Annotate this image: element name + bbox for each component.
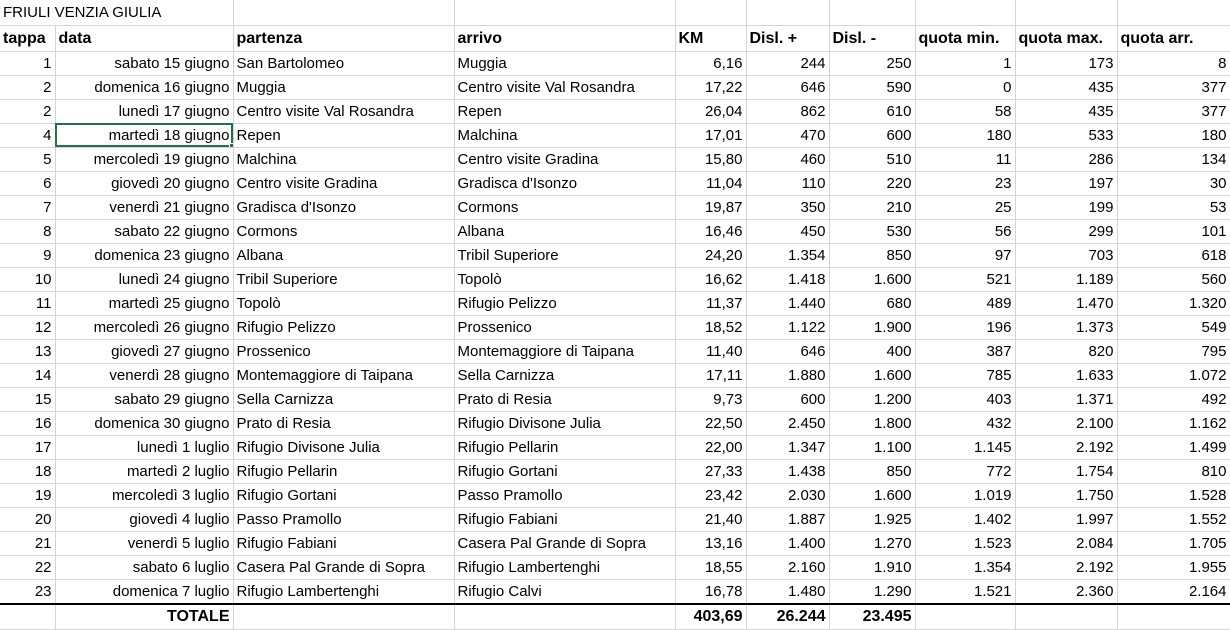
cell-partenza[interactable]: Rifugio Fabiani (233, 531, 454, 555)
cell-km[interactable]: 11,04 (675, 171, 746, 195)
cell-disl-minus[interactable]: 600 (829, 123, 915, 147)
cell-disl-minus[interactable]: 610 (829, 99, 915, 123)
cell-quota-min[interactable]: 11 (915, 147, 1015, 171)
cell-partenza[interactable]: Sella Carnizza (233, 387, 454, 411)
table-row (0, 531, 1230, 555)
cell-quota-min[interactable]: 403 (915, 387, 1015, 411)
cell-quota-min[interactable]: 25 (915, 195, 1015, 219)
cell-quota-min[interactable]: 1.523 (915, 531, 1015, 555)
cell-disl-minus[interactable]: 210 (829, 195, 915, 219)
cell-tappa[interactable]: 10 (0, 267, 55, 291)
table-row (0, 579, 1230, 604)
cell-quota-min[interactable]: 521 (915, 267, 1015, 291)
cell-quota-max[interactable]: 2.084 (1015, 531, 1117, 555)
cell-data[interactable]: venerdì 21 giugno (55, 195, 233, 219)
cell-quota-max[interactable]: 2.100 (1015, 411, 1117, 435)
cell-quota-min[interactable]: 1.354 (915, 555, 1015, 579)
cell-quota-max[interactable]: 1.754 (1015, 459, 1117, 483)
empty-cell[interactable] (1015, 0, 1117, 25)
total-row (0, 604, 1230, 630)
table-row (0, 387, 1230, 411)
cell-disl-plus[interactable]: 1.354 (746, 243, 829, 267)
cell-quota-min[interactable]: 23 (915, 171, 1015, 195)
cell-partenza[interactable]: Rifugio Pelizzo (233, 315, 454, 339)
cell-quota-max[interactable]: 1.373 (1015, 315, 1117, 339)
cell-km[interactable]: 11,37 (675, 291, 746, 315)
cell-tappa[interactable]: 14 (0, 363, 55, 387)
cell-tappa[interactable]: 2 (0, 99, 55, 123)
cell-quota-min[interactable]: 58 (915, 99, 1015, 123)
cell-quota-min[interactable]: 1.402 (915, 507, 1015, 531)
empty-cell[interactable] (1117, 604, 1230, 630)
cell-disl-minus[interactable]: 1.600 (829, 363, 915, 387)
header-cell-data[interactable]: data (55, 25, 233, 51)
cell-quota-max[interactable]: 173 (1015, 51, 1117, 75)
cell-arrivo[interactable]: Repen (454, 99, 675, 123)
cell-data[interactable]: lunedì 24 giugno (55, 267, 233, 291)
cell-quota-arr[interactable]: 1.705 (1117, 531, 1230, 555)
cell-quota-arr[interactable]: 810 (1117, 459, 1230, 483)
cell-disl-plus[interactable]: 862 (746, 99, 829, 123)
header-cell-tappa[interactable]: tappa (0, 25, 55, 51)
cell-arrivo[interactable]: Centro visite Gradina (454, 147, 675, 171)
cell-data[interactable]: domenica 23 giugno (55, 243, 233, 267)
cell-tappa[interactable]: 5 (0, 147, 55, 171)
cell-partenza[interactable]: Montemaggiore di Taipana (233, 363, 454, 387)
cell-arrivo[interactable]: Montemaggiore di Taipana (454, 339, 675, 363)
empty-cell[interactable] (915, 0, 1015, 25)
cell-data[interactable]: mercoledì 26 giugno (55, 315, 233, 339)
cell-disl-minus[interactable]: 220 (829, 171, 915, 195)
cell-disl-minus[interactable]: 1.270 (829, 531, 915, 555)
cell-disl-plus[interactable]: 1.440 (746, 291, 829, 315)
cell-quota-arr[interactable]: 377 (1117, 99, 1230, 123)
cell-tappa[interactable]: 1 (0, 51, 55, 75)
cell-quota-max[interactable]: 197 (1015, 171, 1117, 195)
empty-cell[interactable] (454, 0, 675, 25)
cell-tappa[interactable]: 18 (0, 459, 55, 483)
cell-quota-min[interactable]: 56 (915, 219, 1015, 243)
cell-quota-arr[interactable]: 795 (1117, 339, 1230, 363)
cell-data[interactable]: domenica 7 luglio (55, 579, 233, 604)
cell-partenza[interactable]: Topolò (233, 291, 454, 315)
cell-tappa[interactable]: 20 (0, 507, 55, 531)
table-row (0, 411, 1230, 435)
cell-tappa[interactable]: 22 (0, 555, 55, 579)
cell-quota-arr[interactable]: 101 (1117, 219, 1230, 243)
header-cell-disl-minus[interactable]: Disl. - (829, 25, 915, 51)
cell-partenza[interactable]: Prato di Resia (233, 411, 454, 435)
cell-data[interactable]: martedì 2 luglio (55, 459, 233, 483)
cell-tappa[interactable]: 23 (0, 579, 55, 604)
cell-partenza[interactable]: Centro visite Gradina (233, 171, 454, 195)
cell-disl-plus[interactable]: 600 (746, 387, 829, 411)
cell-arrivo[interactable]: Rifugio Gortani (454, 459, 675, 483)
cell-tappa[interactable]: 12 (0, 315, 55, 339)
cell-arrivo[interactable]: Muggia (454, 51, 675, 75)
cell-data[interactable]: lunedì 17 giugno (55, 99, 233, 123)
cell-arrivo[interactable]: Albana (454, 219, 675, 243)
cell-quota-min[interactable]: 1.521 (915, 579, 1015, 604)
cell-quota-max[interactable]: 2.192 (1015, 435, 1117, 459)
cell-disl-plus[interactable]: 244 (746, 51, 829, 75)
cell-km[interactable]: 27,33 (675, 459, 746, 483)
cell-km[interactable]: 16,46 (675, 219, 746, 243)
table-row (0, 99, 1230, 123)
header-cell-quota-max[interactable]: quota max. (1015, 25, 1117, 51)
empty-cell[interactable] (829, 0, 915, 25)
table-row (0, 363, 1230, 387)
cell-data[interactable]: domenica 16 giugno (55, 75, 233, 99)
cell-disl-plus[interactable]: 2.450 (746, 411, 829, 435)
cell-arrivo[interactable]: Rifugio Calvi (454, 579, 675, 604)
cell-data[interactable]: sabato 22 giugno (55, 219, 233, 243)
cell-quota-max[interactable]: 1.750 (1015, 483, 1117, 507)
cell-quota-min[interactable]: 1 (915, 51, 1015, 75)
cell-quota-arr[interactable]: 560 (1117, 267, 1230, 291)
cell-quota-arr[interactable]: 30 (1117, 171, 1230, 195)
cell-disl-plus[interactable]: 1.480 (746, 579, 829, 604)
cell-disl-minus[interactable]: 1.910 (829, 555, 915, 579)
cell-arrivo[interactable]: Gradisca d'Isonzo (454, 171, 675, 195)
cell-km[interactable]: 18,52 (675, 315, 746, 339)
cell-km[interactable]: 16,78 (675, 579, 746, 604)
cell-partenza[interactable]: Prossenico (233, 339, 454, 363)
empty-cell[interactable] (1117, 0, 1230, 25)
cell-disl-plus[interactable]: 1.880 (746, 363, 829, 387)
cell-partenza[interactable]: Cormons (233, 219, 454, 243)
cell-quota-arr[interactable]: 1.162 (1117, 411, 1230, 435)
cell-quota-min[interactable]: 97 (915, 243, 1015, 267)
cell-tappa[interactable]: 17 (0, 435, 55, 459)
cell-disl-minus[interactable]: 1.600 (829, 483, 915, 507)
table-row (0, 195, 1230, 219)
cell-quota-min[interactable]: 180 (915, 123, 1015, 147)
cell-disl-plus[interactable]: 460 (746, 147, 829, 171)
cell-km[interactable]: 11,40 (675, 339, 746, 363)
cell-quota-min[interactable]: 196 (915, 315, 1015, 339)
cell-data[interactable]: sabato 6 luglio (55, 555, 233, 579)
cell-arrivo[interactable]: Rifugio Pellarin (454, 435, 675, 459)
cell-quota-min[interactable]: 1.145 (915, 435, 1015, 459)
cell-partenza[interactable]: Repen (233, 123, 454, 147)
empty-cell[interactable] (915, 604, 1015, 630)
cell-quota-min[interactable]: 387 (915, 339, 1015, 363)
cell-data[interactable]: venerdì 28 giugno (55, 363, 233, 387)
cell-km[interactable]: 17,22 (675, 75, 746, 99)
cell-km[interactable]: 17,11 (675, 363, 746, 387)
table-row (0, 339, 1230, 363)
cell-km[interactable]: 22,50 (675, 411, 746, 435)
cell-quota-min[interactable]: 432 (915, 411, 1015, 435)
table-row (0, 483, 1230, 507)
cell-quota-arr[interactable]: 1.552 (1117, 507, 1230, 531)
cell-tappa[interactable]: 9 (0, 243, 55, 267)
cell-km[interactable]: 19,87 (675, 195, 746, 219)
table-row (0, 267, 1230, 291)
cell-disl-minus[interactable]: 510 (829, 147, 915, 171)
cell-disl-minus[interactable]: 1.600 (829, 267, 915, 291)
cell-data[interactable]: lunedì 1 luglio (55, 435, 233, 459)
cell-quota-max[interactable]: 435 (1015, 99, 1117, 123)
table-row (0, 435, 1230, 459)
cell-disl-minus[interactable]: 400 (829, 339, 915, 363)
table-row (0, 123, 1230, 147)
cell-partenza[interactable]: Rifugio Gortani (233, 483, 454, 507)
table-row (0, 555, 1230, 579)
cell-quota-max[interactable]: 1.371 (1015, 387, 1117, 411)
cell-tappa[interactable]: 6 (0, 171, 55, 195)
sheet-title-cell[interactable]: FRIULI VENZIA GIULIA (0, 0, 233, 25)
cell-disl-minus[interactable]: 1.100 (829, 435, 915, 459)
cell-partenza[interactable]: Malchina (233, 147, 454, 171)
cell-quota-min[interactable]: 785 (915, 363, 1015, 387)
header-cell-quota-arr[interactable]: quota arr. (1117, 25, 1230, 51)
cell-data[interactable]: mercoledì 19 giugno (55, 147, 233, 171)
cell-km[interactable]: 26,04 (675, 99, 746, 123)
cell-disl-minus[interactable]: 1.900 (829, 315, 915, 339)
cell-data[interactable]: sabato 29 giugno (55, 387, 233, 411)
cell-data[interactable]: giovedì 27 giugno (55, 339, 233, 363)
cell-arrivo[interactable]: Cormons (454, 195, 675, 219)
cell-arrivo[interactable]: Prossenico (454, 315, 675, 339)
cell-arrivo[interactable]: Rifugio Divisone Julia (454, 411, 675, 435)
cell-partenza[interactable]: Rifugio Lambertenghi (233, 579, 454, 604)
cell-disl-minus[interactable]: 1.290 (829, 579, 915, 604)
empty-cell[interactable] (675, 0, 746, 25)
total-label-cell[interactable]: TOTALE (55, 604, 233, 630)
empty-cell[interactable] (1015, 604, 1117, 630)
cell-disl-plus[interactable]: 1.418 (746, 267, 829, 291)
cell-disl-minus[interactable]: 530 (829, 219, 915, 243)
table-row (0, 291, 1230, 315)
cell-disl-minus[interactable]: 1.925 (829, 507, 915, 531)
cell-arrivo[interactable]: Sella Carnizza (454, 363, 675, 387)
cell-disl-plus[interactable]: 2.160 (746, 555, 829, 579)
cell-km[interactable]: 9,73 (675, 387, 746, 411)
table-row (0, 315, 1230, 339)
cell-quota-max[interactable]: 533 (1015, 123, 1117, 147)
cell-disl-minus[interactable]: 1.800 (829, 411, 915, 435)
cell-disl-plus[interactable]: 1.438 (746, 459, 829, 483)
cell-km[interactable]: 16,62 (675, 267, 746, 291)
cell-arrivo[interactable]: Malchina (454, 123, 675, 147)
cell-partenza[interactable]: Rifugio Divisone Julia (233, 435, 454, 459)
cell-tappa[interactable]: 13 (0, 339, 55, 363)
cell-data[interactable]: sabato 15 giugno (55, 51, 233, 75)
cell-quota-max[interactable]: 2.360 (1015, 579, 1117, 604)
cell-arrivo[interactable]: Rifugio Lambertenghi (454, 555, 675, 579)
cell-tappa[interactable]: 2 (0, 75, 55, 99)
cell-arrivo[interactable]: Rifugio Fabiani (454, 507, 675, 531)
cell-partenza[interactable]: Centro visite Val Rosandra (233, 99, 454, 123)
cell-quota-max[interactable]: 2.192 (1015, 555, 1117, 579)
cell-tappa[interactable]: 21 (0, 531, 55, 555)
cell-arrivo[interactable]: Tribil Superiore (454, 243, 675, 267)
cell-km[interactable]: 21,40 (675, 507, 746, 531)
cell-partenza[interactable]: Gradisca d'Isonzo (233, 195, 454, 219)
cell-km[interactable]: 6,16 (675, 51, 746, 75)
cell-km[interactable]: 13,16 (675, 531, 746, 555)
cell-quota-max[interactable]: 299 (1015, 219, 1117, 243)
cell-data[interactable]: martedì 25 giugno (55, 291, 233, 315)
cell-disl-plus[interactable]: 350 (746, 195, 829, 219)
cell-quota-arr[interactable]: 2.164 (1117, 579, 1230, 604)
table-row (0, 243, 1230, 267)
cell-quota-arr[interactable]: 8 (1117, 51, 1230, 75)
cell-km[interactable]: 18,55 (675, 555, 746, 579)
cell-data[interactable]: domenica 30 giugno (55, 411, 233, 435)
cell-km[interactable]: 17,01 (675, 123, 746, 147)
cell-partenza[interactable]: Muggia (233, 75, 454, 99)
cell-partenza[interactable]: San Bartolomeo (233, 51, 454, 75)
cell-arrivo[interactable]: Centro visite Val Rosandra (454, 75, 675, 99)
cell-partenza[interactable]: Albana (233, 243, 454, 267)
cell-quota-max[interactable]: 199 (1015, 195, 1117, 219)
cell-disl-plus[interactable]: 110 (746, 171, 829, 195)
cell-tappa[interactable]: 8 (0, 219, 55, 243)
empty-cell[interactable] (233, 0, 454, 25)
table-row (0, 75, 1230, 99)
cell-quota-min[interactable]: 772 (915, 459, 1015, 483)
empty-cell[interactable] (746, 0, 829, 25)
cell-disl-plus[interactable]: 1.347 (746, 435, 829, 459)
cell-disl-minus[interactable]: 1.200 (829, 387, 915, 411)
cell-partenza[interactable]: Rifugio Pellarin (233, 459, 454, 483)
empty-cell[interactable] (233, 604, 454, 630)
cell-quota-arr[interactable]: 180 (1117, 123, 1230, 147)
cell-arrivo[interactable]: Rifugio Pelizzo (454, 291, 675, 315)
cell-quota-arr[interactable]: 1.072 (1117, 363, 1230, 387)
cell-quota-arr[interactable]: 1.320 (1117, 291, 1230, 315)
cell-arrivo[interactable]: Prato di Resia (454, 387, 675, 411)
cell-quota-max[interactable]: 1.997 (1015, 507, 1117, 531)
cell-quota-arr[interactable]: 1.528 (1117, 483, 1230, 507)
total-disl-minus-cell[interactable]: 23.495 (829, 604, 915, 630)
total-disl-plus-cell[interactable]: 26.244 (746, 604, 829, 630)
cell-data[interactable]: martedì 18 giugno (55, 123, 233, 147)
cell-data[interactable]: venerdì 5 luglio (55, 531, 233, 555)
cell-partenza[interactable]: Passo Pramollo (233, 507, 454, 531)
table-row (0, 459, 1230, 483)
table-row (0, 171, 1230, 195)
cell-quota-min[interactable]: 1.019 (915, 483, 1015, 507)
cell-disl-minus[interactable]: 590 (829, 75, 915, 99)
empty-cell[interactable] (454, 604, 675, 630)
header-cell-partenza[interactable]: partenza (233, 25, 454, 51)
cell-quota-max[interactable]: 820 (1015, 339, 1117, 363)
header-cell-km[interactable]: KM (675, 25, 746, 51)
cell-disl-plus[interactable]: 646 (746, 339, 829, 363)
cell-quota-arr[interactable]: 549 (1117, 315, 1230, 339)
total-km-cell[interactable]: 403,69 (675, 604, 746, 630)
cell-quota-arr[interactable]: 134 (1117, 147, 1230, 171)
cell-tappa[interactable]: 11 (0, 291, 55, 315)
cell-disl-plus[interactable]: 450 (746, 219, 829, 243)
cell-disl-plus[interactable]: 1.122 (746, 315, 829, 339)
cell-arrivo[interactable]: Topolò (454, 267, 675, 291)
cell-quota-min[interactable]: 489 (915, 291, 1015, 315)
cell-disl-plus[interactable]: 2.030 (746, 483, 829, 507)
cell-tappa[interactable]: 15 (0, 387, 55, 411)
table-row (0, 507, 1230, 531)
cell-disl-minus[interactable]: 250 (829, 51, 915, 75)
cell-km[interactable]: 24,20 (675, 243, 746, 267)
cell-km[interactable]: 23,42 (675, 483, 746, 507)
cell-disl-minus[interactable]: 850 (829, 459, 915, 483)
cell-arrivo[interactable]: Casera Pal Grande di Sopra (454, 531, 675, 555)
header-cell-disl-plus[interactable]: Disl. + (746, 25, 829, 51)
cell-quota-arr[interactable]: 1.955 (1117, 555, 1230, 579)
cell-disl-plus[interactable]: 470 (746, 123, 829, 147)
cell-quota-max[interactable]: 1.633 (1015, 363, 1117, 387)
cell-km[interactable]: 22,00 (675, 435, 746, 459)
cell-tappa[interactable]: 19 (0, 483, 55, 507)
header-row (0, 25, 1230, 51)
cell-partenza[interactable]: Casera Pal Grande di Sopra (233, 555, 454, 579)
cell-quota-max[interactable]: 435 (1015, 75, 1117, 99)
cell-disl-plus[interactable]: 1.887 (746, 507, 829, 531)
cell-disl-plus[interactable]: 1.400 (746, 531, 829, 555)
cell-tappa[interactable]: 16 (0, 411, 55, 435)
cell-tappa[interactable]: 7 (0, 195, 55, 219)
cell-disl-minus[interactable]: 680 (829, 291, 915, 315)
cell-quota-arr[interactable]: 618 (1117, 243, 1230, 267)
cell-quota-arr[interactable]: 492 (1117, 387, 1230, 411)
cell-data[interactable]: mercoledì 3 luglio (55, 483, 233, 507)
cell-partenza[interactable]: Tribil Superiore (233, 267, 454, 291)
header-cell-quota-min[interactable]: quota min. (915, 25, 1015, 51)
cell-quota-arr[interactable]: 377 (1117, 75, 1230, 99)
cell-data[interactable]: giovedì 4 luglio (55, 507, 233, 531)
cell-disl-plus[interactable]: 646 (746, 75, 829, 99)
cell-arrivo[interactable]: Passo Pramollo (454, 483, 675, 507)
cell-km[interactable]: 15,80 (675, 147, 746, 171)
cell-quota-arr[interactable]: 53 (1117, 195, 1230, 219)
cell-tappa[interactable]: 4 (0, 123, 55, 147)
header-cell-arrivo[interactable]: arrivo (454, 25, 675, 51)
cell-quota-min[interactable]: 0 (915, 75, 1015, 99)
cell-data[interactable]: giovedì 20 giugno (55, 171, 233, 195)
table-row (0, 219, 1230, 243)
cell-quota-max[interactable]: 286 (1015, 147, 1117, 171)
cell-disl-minus[interactable]: 850 (829, 243, 915, 267)
table-row (0, 51, 1230, 75)
cell-quota-max[interactable]: 1.470 (1015, 291, 1117, 315)
table-row (0, 147, 1230, 171)
cell-quota-max[interactable]: 1.189 (1015, 267, 1117, 291)
cell-quota-max[interactable]: 703 (1015, 243, 1117, 267)
empty-cell[interactable] (0, 604, 55, 630)
cell-quota-arr[interactable]: 1.499 (1117, 435, 1230, 459)
